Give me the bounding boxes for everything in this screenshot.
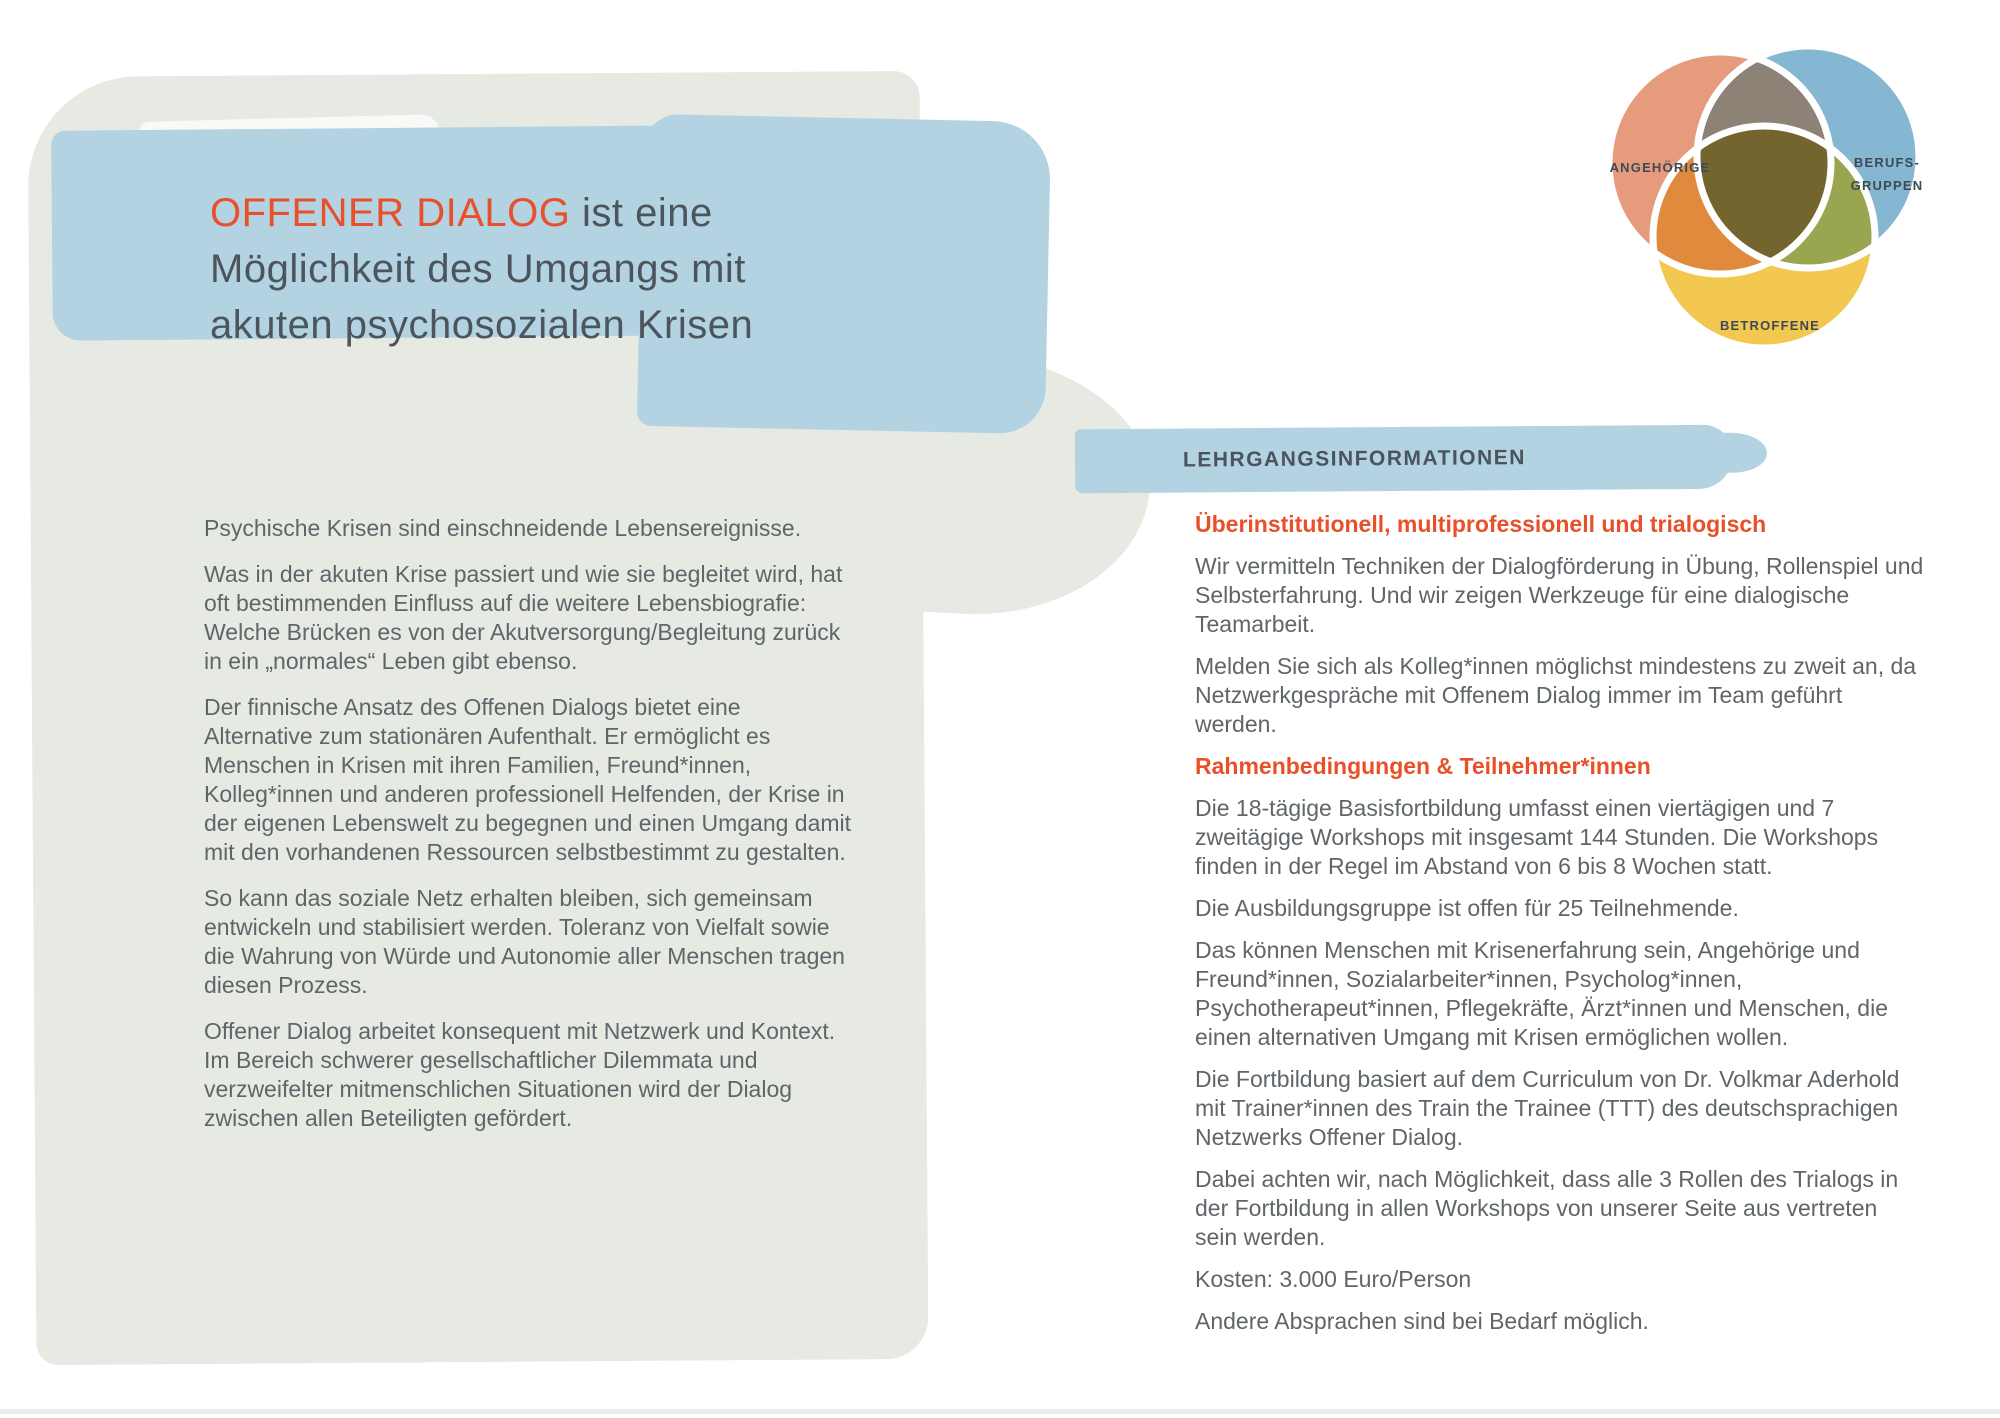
section2-heading: Rahmenbedingungen & Teilnehmer*innen xyxy=(1195,753,1651,779)
bottom-page-edge xyxy=(0,1409,2000,1414)
section2-paragraph: Das können Menschen mit Krisenerfahrung sein, Angehörige und Freund*innen, Sozialarbeiter*innen, Psycholog*innen, Psychotherapeut*innen, Pflegekräfte, Ärzt*innen und Menschen, die einen alternativen Umgang mit Krisen ermöglichen wollen. xyxy=(1195,937,1888,1050)
angehoerige-label: ANGEHÖRIGE xyxy=(1609,160,1711,175)
intro-paragraph: Psychische Krisen sind einschneidende Lebensereignisse. xyxy=(204,515,802,541)
page-title xyxy=(210,185,850,353)
section2-paragraph: Die 18-tägige Basisfortbildung umfasst einen viertägigen und 7 zweitägige Workshops mit insgesamt 144 Stunden. Die Workshops finden in der Regel im Abstand von 6 bis 8 Wochen statt. xyxy=(1195,795,1879,879)
section2-paragraph: Andere Absprachen sind bei Bedarf möglich. xyxy=(1195,1308,1649,1334)
betroffene-label: BETROFFENE xyxy=(1719,318,1821,333)
intro-text-column xyxy=(204,514,854,1150)
section1-heading: Überinstitutionell, multiprofessionell und trialogisch xyxy=(1195,511,1767,537)
section2-paragraph: Die Fortbildung basiert auf dem Curriculum von Dr. Volkmar Aderhold mit Trainer*innen des Train the Trainee (TTT) des deutschsprachigen Netzwerks Offener Dialog. xyxy=(1195,1066,1900,1150)
section-banner-label: LEHRGANGSINFORMATIONEN xyxy=(1182,446,1527,472)
section2-paragraph: Die Ausbildungsgruppe ist offen für 25 Teilnehmende. xyxy=(1195,895,1739,921)
intro-paragraph: Der finnische Ansatz des Offenen Dialogs bietet eine Alternative zum stationären Aufenthalt. Er ermöglicht es Menschen in Krisen mit ihren Familien, Freund*innen, Kolleg*innen und anderen professionell Helfenden, der Krise in der eigenen Lebenswelt zu begegnen und einen Umgang damit mit den vorhandenen Ressourcen selbstbestimmt zu gestalten. xyxy=(204,694,852,865)
intro-paragraph: Offener Dialog arbeitet konsequent mit Netzwerk und Kontext. Im Bereich schwerer gesellschaftlicher Dilemmata und verzweifelter mitmenschlichen Situationen wird der Dialog zwischen allen Beteiligten gefördert. xyxy=(204,1018,836,1131)
page-title-rest: ist eine Möglichkeit des Umgangs mit akuten psychosozialen Krisen xyxy=(210,190,754,347)
banner-brush-tail xyxy=(1697,432,1767,472)
intro-paragraph: Was in der akuten Krise passiert und wie sie begleitet wird, hat oft bestimmenden Einfluss auf die weitere Lebensbiografie: Welche Brücken es von der Akutversorgung/Begleitung zurück in ein „normales“ Leben gibt ebenso. xyxy=(204,561,843,674)
course-info-column xyxy=(1195,510,1925,1349)
section2-paragraph: Dabei achten wir, nach Möglichkeit, dass alle 3 Rollen des Trialogs in der Fortbildung in allen Workshops von unserer Seite aus vertreten sein werden. xyxy=(1195,1166,1899,1250)
section1-paragraph: Melden Sie sich als Kolleg*innen möglichst mindestens zu zweit an, da Netzwerkgespräche mit Offenem Dialog immer im Team geführt werden. xyxy=(1195,653,1917,737)
trialog-venn-diagram xyxy=(1580,25,1980,365)
page-title-highlight: OFFENER DIALOG xyxy=(210,190,571,235)
section-banner xyxy=(1075,425,1733,494)
section2-costs: Kosten: 3.000 Euro/Person xyxy=(1195,1266,1472,1292)
intro-paragraph: So kann das soziale Netz erhalten bleiben, sich gemeinsam entwickeln und stabilisiert werden. Toleranz von Vielfalt sowie die Wahrung von Würde und Autonomie aller Menschen tragen diesen Prozess. xyxy=(204,885,845,998)
berufsgruppen-label-line1: BERUFS- xyxy=(1853,155,1921,170)
berufsgruppen-label-line2: GRUPPEN xyxy=(1850,178,1924,193)
section1-paragraph: Wir vermitteln Techniken der Dialogförderung in Übung, Rollenspiel und Selbsterfahrung. Und wir zeigen Werkzeuge für eine dialogische Teamarbeit. xyxy=(1195,553,1924,637)
